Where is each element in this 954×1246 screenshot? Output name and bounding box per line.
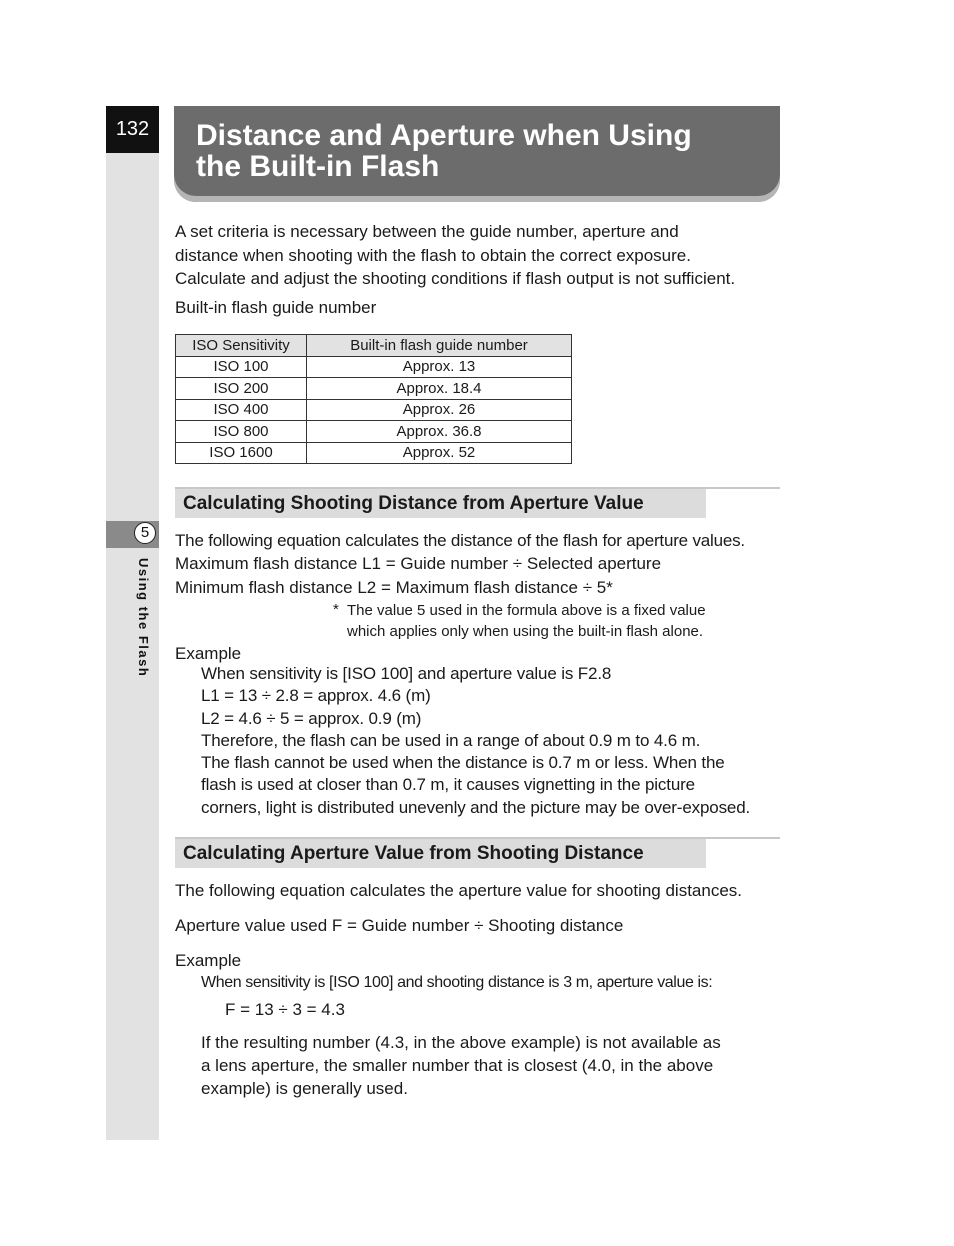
table-cell: ISO 1600	[176, 442, 307, 464]
example-line: corners, light is distributed unevenly and the picture may be over-exposed.	[201, 797, 751, 817]
example-line: Therefore, the flash can be used in a range of about 0.9 m to 4.6 m.	[201, 730, 701, 750]
page-title-line-1: Distance and Aperture when Using	[196, 119, 692, 152]
section-heading: Calculating Shooting Distance from Aperture Value	[175, 489, 706, 518]
closing-paragraph	[201, 1031, 791, 1100]
table-row	[176, 399, 572, 421]
example-line: When sensitivity is [ISO 100] and aperture value is F2.8	[201, 664, 612, 683]
page-title	[196, 120, 766, 182]
footnote-line: which applies only when using the built-in flash alone.	[347, 623, 704, 640]
page-number: 132	[106, 106, 159, 153]
table-row	[176, 356, 572, 378]
example-body	[201, 663, 791, 819]
example-line: The flash cannot be used when the distance is 0.7 m or less. When the	[201, 753, 725, 773]
footnote	[347, 600, 767, 642]
table-cell: ISO 200	[176, 378, 307, 400]
aperture-formula: Aperture value used F = Guide number ÷ Shooting distance	[175, 916, 624, 935]
page-title-line-2: the Built-in Flash	[196, 150, 440, 183]
table-cell: Approx. 18.4	[307, 378, 572, 400]
intro-paragraph	[175, 220, 785, 291]
example-line: When sensitivity is [ISO 100] and shooting distance is 3 m, aperture value is:	[201, 974, 713, 991]
intro-line: Calculate and adjust the shooting conditions if flash output is not sufficient.	[175, 269, 736, 288]
section-heading: Calculating Aperture Value from Shooting Distance	[175, 839, 706, 868]
example-line: flash is used at closer than 0.7 m, it causes vignetting in the picture	[201, 775, 695, 795]
closing-line: If the resulting number (4.3, in the above example) is not available as	[201, 1033, 721, 1052]
section1-intro: The following equation calculates the distance of the flash for aperture values.	[175, 531, 745, 550]
example-label: Example	[175, 951, 242, 970]
chapter-label: Using the Flash	[136, 558, 151, 678]
min-distance-formula: Minimum flash distance L2 = Maximum flash distance ÷ 5*	[175, 578, 613, 597]
table-cell: Approx. 26	[307, 399, 572, 421]
table-cell: Approx. 52	[307, 442, 572, 464]
guide-number-table	[175, 334, 572, 464]
table-row	[176, 421, 572, 443]
closing-line: example) is generally used.	[201, 1079, 408, 1098]
table-cell: ISO 100	[176, 356, 307, 378]
footnote-marker: *	[333, 601, 339, 618]
side-strip	[106, 106, 159, 1140]
table-cell: Approx. 13	[307, 356, 572, 378]
chapter-number: 5	[134, 522, 156, 544]
example-label: Example	[175, 644, 242, 663]
max-distance-formula: Maximum flash distance L1 = Guide number ÷ Selected aperture	[175, 554, 662, 573]
table-header-row	[176, 335, 572, 357]
table-row	[176, 442, 572, 464]
closing-line: a lens aperture, the smaller number that is closest (4.0, in the above	[201, 1056, 714, 1075]
table-cell: ISO 400	[176, 399, 307, 421]
intro-line: A set criteria is necessary between the guide number, aperture and	[175, 222, 679, 241]
footnote-line: The value 5 used in the formula above is a fixed value	[347, 602, 706, 619]
example-line: L2 = 4.6 ÷ 5 = approx. 0.9 (m)	[201, 708, 422, 728]
table-caption: Built-in flash guide number	[175, 298, 377, 317]
table-header-cell: ISO Sensitivity	[176, 335, 307, 357]
table-cell: Approx. 36.8	[307, 421, 572, 443]
intro-line: distance when shooting with the flash to obtain the correct exposure.	[175, 245, 691, 265]
table-row	[176, 378, 572, 400]
table-cell: ISO 800	[176, 421, 307, 443]
example-line: L1 = 13 ÷ 2.8 = approx. 4.6 (m)	[201, 686, 431, 706]
example-formula: F = 13 ÷ 3 = 4.3	[225, 1000, 345, 1019]
table-header-cell: Built-in flash guide number	[307, 335, 572, 357]
section2-intro: The following equation calculates the aperture value for shooting distances.	[175, 881, 743, 900]
